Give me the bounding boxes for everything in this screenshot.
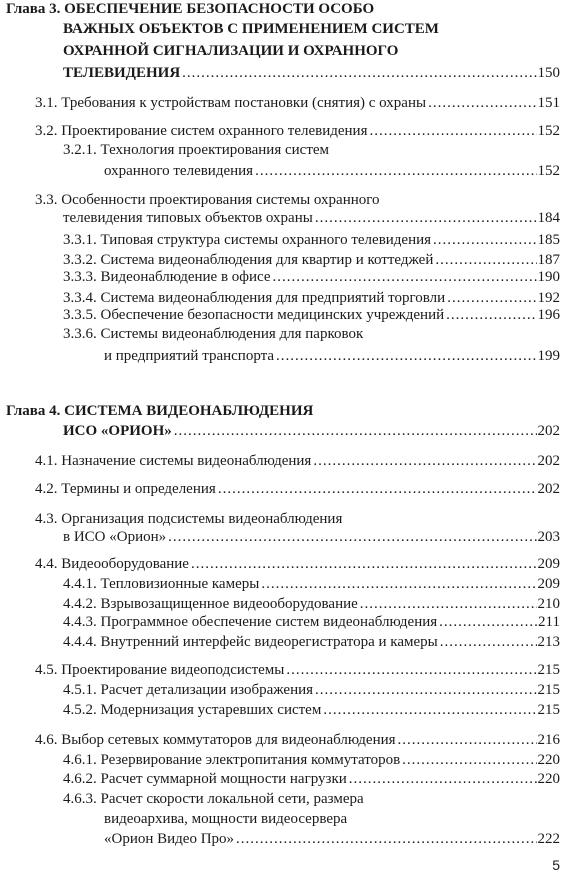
toc-page-number: 202 [537, 481, 560, 497]
toc-entry-text: в ИСО «Орион» [63, 529, 167, 545]
leader-dots [323, 700, 536, 720]
toc-page-number: 196 [537, 307, 560, 323]
leader-dots [369, 121, 536, 141]
toc-entry-text: 3.3.5. Обеспечение безопасности медицинских учреждений [63, 307, 445, 323]
toc-entry [0, 700, 566, 720]
toc-entry-text: 3.3.3. Видеонаблюдение в офисе [63, 269, 271, 285]
toc-page-number: 210 [537, 596, 560, 612]
chapter-3-heading-line-2 [0, 19, 566, 39]
chapter-3-heading-line-3 [0, 41, 566, 61]
toc-entry [0, 809, 566, 829]
toc-page-number: 152 [537, 123, 560, 139]
toc-entry-text: 4.6. Выбор сетевых коммутаторов для видеонаблюдения [35, 732, 396, 748]
toc-page-number: 209 [537, 576, 560, 592]
toc-entry [0, 140, 566, 160]
leader-dots [261, 574, 536, 594]
toc-entry-text: 4.4. Видеооборудование [35, 556, 189, 572]
toc-page-number: 215 [537, 702, 560, 718]
toc-entry [0, 509, 566, 529]
toc-page-number: 184 [537, 210, 560, 226]
leader-dots [439, 612, 537, 632]
toc-entry [0, 121, 566, 141]
toc-page-number: 151 [537, 95, 560, 111]
toc-entry-text: ОХРАННОЙ СИГНАЛИЗАЦИИ И ОХРАННОГО [63, 43, 399, 59]
toc-entry [0, 267, 566, 287]
leader-dots [315, 680, 536, 700]
toc-entry-text: 3.3.4. Система видеонаблюдения для предприятий торговли [63, 290, 446, 306]
toc-page-number: 202 [537, 453, 560, 469]
toc-entry-text: ВАЖНЫХ ОБЪЕКТОВ С ПРИМЕНЕНИЕМ СИСТЕМ [63, 21, 439, 37]
leader-dots [433, 230, 536, 250]
toc-entry-text: 4.4.2. Взрывозащищенное видеооборудование [63, 596, 358, 612]
toc-page-number: 192 [537, 290, 560, 306]
leader-dots [446, 305, 536, 325]
toc-page-number: 216 [537, 732, 560, 748]
leader-dots [398, 730, 537, 750]
toc-entry [0, 660, 566, 680]
toc-page-number: 215 [537, 682, 560, 698]
leader-dots [273, 267, 537, 287]
toc-entry [0, 161, 566, 181]
leader-dots [191, 554, 537, 574]
leader-dots [236, 829, 536, 849]
toc-entry-text: «Орион Видео Про» [104, 831, 235, 847]
toc-entry-text: ИСО «ОРИОН» [63, 423, 172, 439]
toc-page-number: 211 [538, 614, 560, 630]
toc-entry-text: и предприятий транспорта [104, 348, 275, 364]
toc-page-number: 150 [537, 65, 560, 81]
toc-entry [0, 451, 566, 471]
toc-entry [0, 208, 566, 228]
leader-dots [255, 161, 536, 181]
leader-dots [360, 594, 537, 614]
toc-entry-text: 3.3.6. Системы видеонаблюдения для парковок [63, 326, 364, 342]
toc-page-number: 203 [537, 529, 560, 545]
toc-page-number: 185 [537, 232, 560, 248]
leader-dots [286, 660, 536, 680]
toc-page-number: 187 [537, 252, 560, 268]
toc-page-number: 152 [537, 163, 560, 179]
toc-entry-text: 3.2. Проектирование систем охранного телевидения [35, 123, 368, 139]
leader-dots [349, 769, 537, 789]
toc-entry [0, 730, 566, 750]
toc-entry-text: видеоархива, мощности видеосервера [104, 811, 348, 827]
toc-entry-text: 4.6.2. Расчет суммарной мощности нагрузки [63, 771, 347, 787]
toc-page-number: 202 [537, 423, 560, 439]
toc-entry-text: ТЕЛЕВИДЕНИЯ [63, 65, 181, 81]
toc-entry [0, 479, 566, 499]
toc-entry-text: 4.1. Назначение системы видеонаблюдения [35, 453, 312, 469]
toc-entry [0, 346, 566, 366]
toc-entry-text: Глава 4. СИСТЕМА ВИДЕОНАБЛЮДЕНИЯ [6, 403, 314, 419]
toc-entry-text: Глава 3. ОБЕСПЕЧЕНИЕ БЕЗОПАСНОСТИ ОСОБО [6, 1, 375, 17]
toc-entry-text: 4.5. Проектирование видеоподсистемы [35, 662, 285, 678]
leader-dots [313, 451, 536, 471]
toc-entry [0, 554, 566, 574]
toc-entry-text: 4.6.1. Резервирование электропитания коммутаторов [63, 752, 401, 768]
toc-entry-text: 4.3. Организация подсистемы видеонаблюдения [35, 511, 343, 527]
toc-page-number: 220 [537, 771, 560, 787]
toc-entry [0, 230, 566, 250]
toc-entry-text: 3.3.1. Типовая структура системы охранного телевидения [63, 232, 432, 248]
toc-entry [0, 769, 566, 789]
toc-entry [0, 594, 566, 614]
chapter-3-heading-line-4 [0, 63, 566, 83]
toc-entry [0, 612, 566, 632]
toc-page-number: 199 [537, 348, 560, 364]
toc-entry [0, 324, 566, 344]
toc-entry-text: 3.3. Особенности проектирования системы охранного [35, 192, 380, 208]
toc-entry [0, 574, 566, 594]
toc-entry [0, 829, 566, 849]
toc-entry [0, 632, 566, 652]
leader-dots [440, 632, 537, 652]
toc-entry-text: охранного телевидения [104, 163, 254, 179]
toc-page-number: 222 [537, 831, 560, 847]
toc-entry-text: 3.1. Требования к устройствам постановки (снятия) с охраны [35, 95, 427, 111]
toc-page-number: 190 [537, 269, 560, 285]
leader-dots [218, 479, 537, 499]
toc-page-number: 220 [537, 752, 560, 768]
toc-entry [0, 527, 566, 547]
toc-entry [0, 190, 566, 210]
toc-entry [0, 93, 566, 113]
toc-entry-text: 4.5.1. Расчет детализации изображения [63, 682, 314, 698]
toc-entry [0, 305, 566, 325]
chapter-4-heading-line-2 [0, 421, 566, 441]
leader-dots [174, 421, 537, 441]
toc-entry-text: 4.4.1. Тепловизионные камеры [63, 576, 260, 592]
leader-dots [168, 527, 536, 547]
leader-dots [428, 93, 536, 113]
leader-dots [402, 750, 536, 770]
toc-entry [0, 789, 566, 809]
toc-entry-text: 4.6.3. Расчет скорости локальной сети, размера [63, 791, 364, 807]
leader-dots [182, 63, 536, 83]
toc-entry [0, 750, 566, 770]
toc-entry-text: 4.4.3. Программное обеспечение систем видеонаблюдения [63, 614, 438, 630]
toc-entry-text: 4.4.4. Внутренний интерфейс видеорегистратора и камеры [63, 634, 438, 650]
toc-entry-text: 3.2.1. Технология проектирования систем [63, 142, 330, 158]
chapter-3-heading-line-1 [0, 0, 566, 19]
toc-entry [0, 680, 566, 700]
chapter-4-heading-line-1 [0, 401, 566, 421]
toc-entry-text: 4.5.2. Модернизация устаревших систем [63, 702, 322, 718]
page-number: 5 [552, 857, 560, 873]
toc-entry-text: 3.3.2. Система видеонаблюдения для квартир и коттеджей [63, 252, 434, 268]
toc-entry-text: телевидения типовых объектов охраны [63, 210, 313, 226]
toc-page-number: 209 [537, 556, 560, 572]
toc-entry-text: 4.2. Термины и определения [35, 481, 216, 497]
leader-dots [276, 346, 536, 366]
toc-page-number: 213 [537, 634, 560, 650]
leader-dots [315, 208, 537, 228]
toc-page-number: 215 [537, 662, 560, 678]
